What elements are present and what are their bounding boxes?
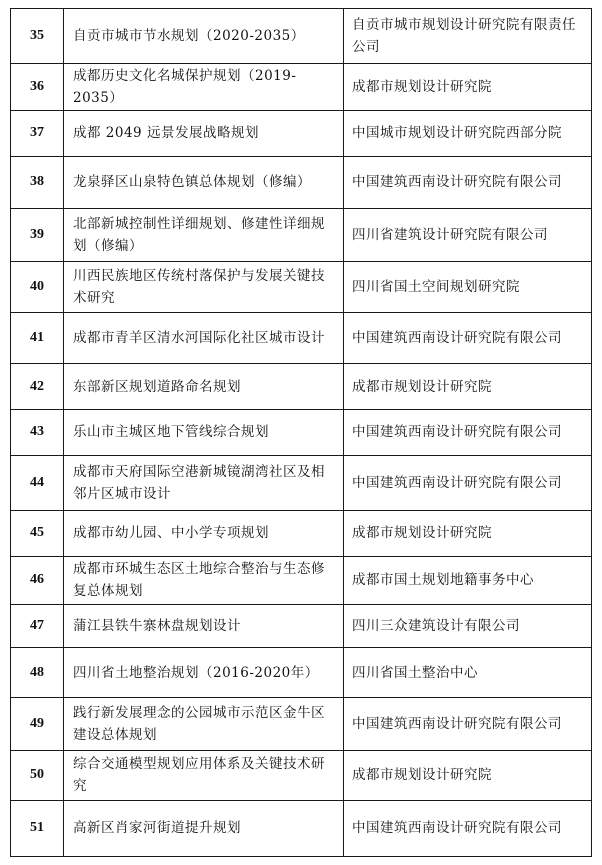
organization-name: 中国建筑西南设计研究院有限公司: [344, 698, 592, 750]
table-row: [11, 410, 592, 455]
organization-name: 中国建筑西南设计研究院有限公司: [344, 156, 592, 208]
table-row: [11, 510, 592, 556]
table-row: [11, 800, 592, 856]
row-number: 38: [11, 156, 64, 208]
table-row: [11, 64, 592, 111]
organization-name: 四川省国土整治中心: [344, 648, 592, 698]
row-number: 45: [11, 510, 64, 556]
project-name: 高新区肖家河街道提升规划: [64, 800, 344, 856]
project-table: [10, 8, 592, 857]
row-number: 39: [11, 208, 64, 261]
project-name: 川西民族地区传统村落保护与发展关键技术研究: [64, 261, 344, 312]
row-number: 41: [11, 313, 64, 364]
table-row: [11, 208, 592, 261]
project-name: 北部新城控制性详细规划、修建性详细规划（修编）: [64, 208, 344, 261]
row-number: 36: [11, 64, 64, 111]
organization-name: 成都市规划设计研究院: [344, 510, 592, 556]
row-number: 42: [11, 364, 64, 410]
organization-name: 中国建筑西南设计研究院有限公司: [344, 800, 592, 856]
table-row: [11, 313, 592, 364]
table-row: [11, 750, 592, 800]
project-name: 成都市青羊区清水河国际化社区城市设计: [64, 313, 344, 364]
project-name: 成都市天府国际空港新城镜湖湾社区及相邻片区城市设计: [64, 455, 344, 510]
table-row: [11, 698, 592, 750]
organization-name: 成都市国土规划地籍事务中心: [344, 556, 592, 604]
organization-name: 自贡市城市规划设计研究院有限责任公司: [344, 9, 592, 64]
project-name: 蒲江县铁牛寨林盘规划设计: [64, 605, 344, 648]
project-name: 成都 2049 远景发展战略规划: [64, 111, 344, 156]
project-name: 践行新发展理念的公园城市示范区金牛区建设总体规划: [64, 698, 344, 750]
project-name: 成都市幼儿园、中小学专项规划: [64, 510, 344, 556]
table-body: [11, 9, 592, 857]
table-row: [11, 261, 592, 312]
row-number: 47: [11, 605, 64, 648]
organization-name: 成都市规划设计研究院: [344, 64, 592, 111]
table-row: [11, 648, 592, 698]
organization-name: 中国城市规划设计研究院西部分院: [344, 111, 592, 156]
row-number: 50: [11, 750, 64, 800]
project-name: 成都历史文化名城保护规划（2019-2035）: [64, 64, 344, 111]
row-number: 40: [11, 261, 64, 312]
project-name: 综合交通模型规划应用体系及关键技术研究: [64, 750, 344, 800]
table-row: [11, 556, 592, 604]
project-name: 成都市环城生态区土地综合整治与生态修复总体规划: [64, 556, 344, 604]
organization-name: 四川三众建筑设计有限公司: [344, 605, 592, 648]
row-number: 35: [11, 9, 64, 64]
project-name: 龙泉驿区山泉特色镇总体规划（修编）: [64, 156, 344, 208]
row-number: 37: [11, 111, 64, 156]
organization-name: 中国建筑西南设计研究院有限公司: [344, 455, 592, 510]
row-number: 51: [11, 800, 64, 856]
table-row: [11, 9, 592, 64]
table-row: [11, 605, 592, 648]
row-number: 49: [11, 698, 64, 750]
row-number: 48: [11, 648, 64, 698]
organization-name: 成都市规划设计研究院: [344, 364, 592, 410]
project-name: 四川省土地整治规划（2016-2020年）: [64, 648, 344, 698]
row-number: 46: [11, 556, 64, 604]
organization-name: 成都市规划设计研究院: [344, 750, 592, 800]
organization-name: 中国建筑西南设计研究院有限公司: [344, 410, 592, 455]
project-name: 乐山市主城区地下管线综合规划: [64, 410, 344, 455]
organization-name: 中国建筑西南设计研究院有限公司: [344, 313, 592, 364]
table-row: [11, 364, 592, 410]
project-name: 自贡市城市节水规划（2020-2035）: [64, 9, 344, 64]
table-row: [11, 156, 592, 208]
table-row: [11, 455, 592, 510]
project-name: 东部新区规划道路命名规划: [64, 364, 344, 410]
row-number: 43: [11, 410, 64, 455]
row-number: 44: [11, 455, 64, 510]
organization-name: 四川省国土空间规划研究院: [344, 261, 592, 312]
organization-name: 四川省建筑设计研究院有限公司: [344, 208, 592, 261]
table-row: [11, 111, 592, 156]
